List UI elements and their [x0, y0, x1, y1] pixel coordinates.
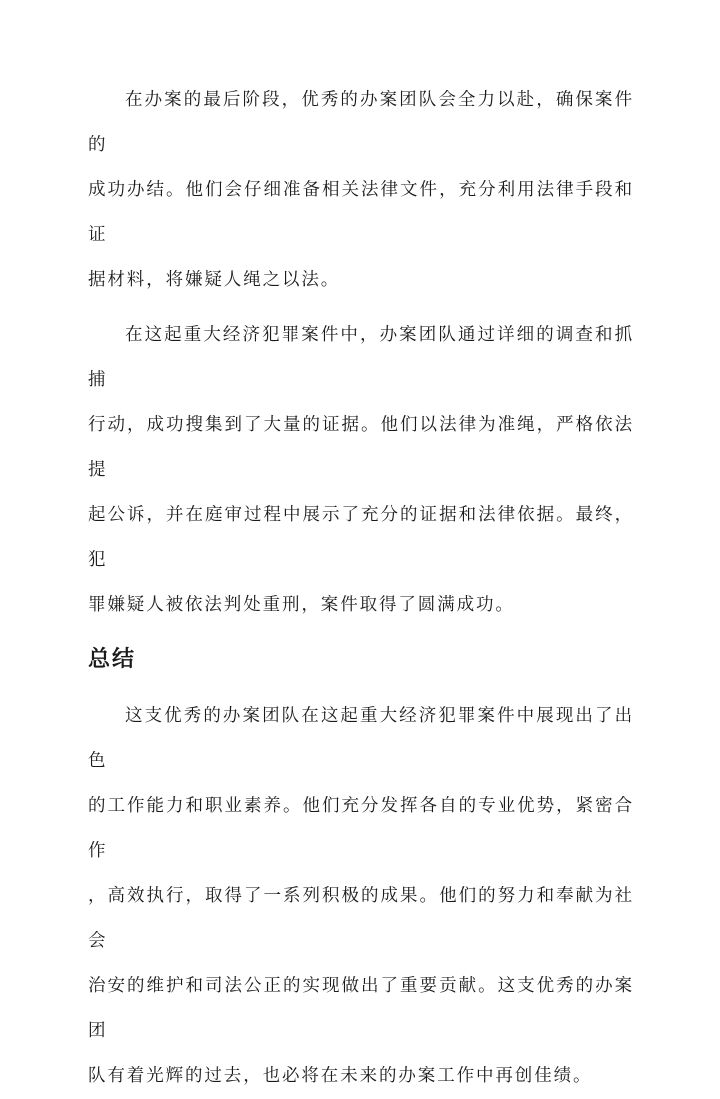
text-line: 成功办结。他们会仔细准备相关法律文件，充分利用法律手段和证: [88, 180, 634, 245]
paragraph-final-stage: [88, 78, 634, 303]
text-line: 据材料，将嫌疑人绳之以法。: [88, 270, 341, 290]
text-line: 在这起重大经济犯罪案件中，办案团队通过详细的调查和抓捕: [88, 325, 634, 390]
section-heading-summary: 总结: [88, 647, 137, 672]
document-page: [88, 78, 634, 1099]
text-line: ，高效执行，取得了一系列积极的成果。他们的努力和奉献为社会: [88, 886, 634, 951]
text-line: 行动，成功搜集到了大量的证据。他们以法律为准绳，严格依法提: [88, 415, 634, 480]
text-line: 队有着光辉的过去，也必将在未来的办案工作中再创佳绩。: [88, 1066, 593, 1086]
text-line: 治安的维护和司法公正的实现做出了重要贡献。这支优秀的办案团: [88, 976, 634, 1041]
paragraph-summary: [88, 694, 634, 1099]
text-line: 在办案的最后阶段，优秀的办案团队会全力以赴，确保案件的: [88, 90, 634, 155]
text-line: 罪嫌疑人被依法判处重刑，案件取得了圆满成功。: [88, 595, 515, 615]
paragraph-case-outcome: [88, 313, 634, 628]
text-line: 起公诉，并在庭审过程中展示了充分的证据和法律依据。最终，犯: [88, 505, 634, 570]
text-line: 这支优秀的办案团队在这起重大经济犯罪案件中展现出了出色: [88, 706, 634, 771]
text-line: 的工作能力和职业素养。他们充分发挥各自的专业优势，紧密合作: [88, 796, 634, 861]
